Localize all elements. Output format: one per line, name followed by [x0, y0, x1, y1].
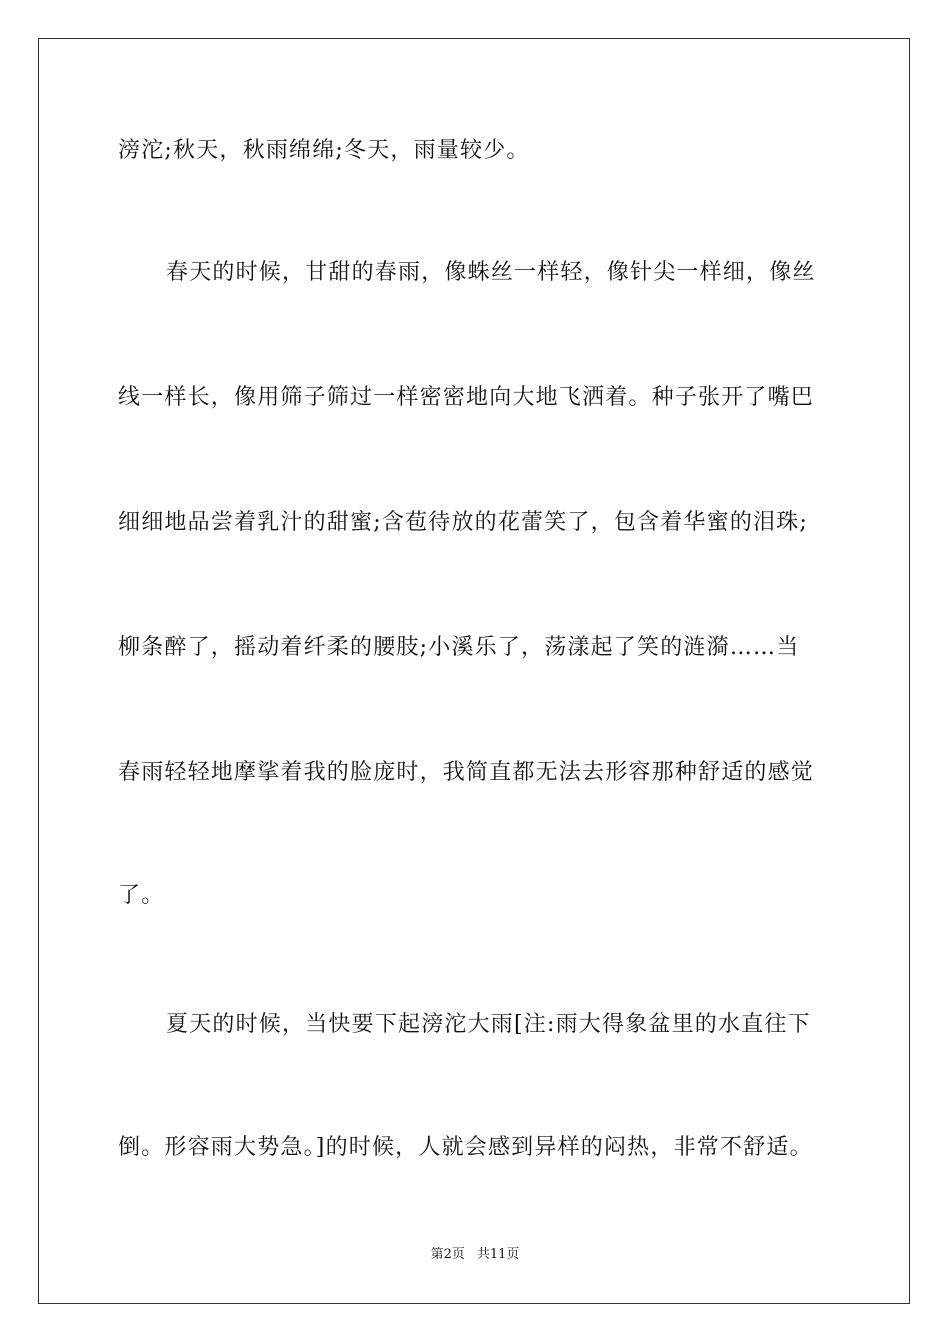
- page-total: 共11页: [476, 1247, 520, 1262]
- text-line-9: 倒。形容雨大势急。]的时候，人就会感到异样的闷热，非常不舒适。: [118, 1135, 813, 1160]
- page-footer: [0, 1246, 950, 1264]
- text-line-4: 细细地品尝着乳汁的甜蜜;含苞待放的花蕾笑了，包含着华蜜的泪珠;: [118, 510, 809, 535]
- text-line-1: 滂沱;秋天，秋雨绵绵;冬天，雨量较少。: [118, 138, 530, 163]
- page-number: 第2页: [430, 1247, 465, 1262]
- text-line-3: 线一样长，像用筛子筛过一样密密地向大地飞洒着。种子张开了嘴巴: [118, 385, 815, 410]
- text-line-8: 夏天的时候，当快要下起滂沱大雨[注:雨大得象盆里的水直往下: [166, 1012, 811, 1037]
- text-line-7: 了。: [118, 883, 165, 908]
- text-line-2: 春天的时候，甘甜的春雨，像蛛丝一样轻，像针尖一样细，像丝: [166, 260, 816, 285]
- text-line-6: 春雨轻轻地摩挲着我的脸庞时，我简直都无法去形容那种舒适的感觉: [118, 760, 815, 785]
- text-line-5: 柳条醉了，摇动着纤柔的腰肢;小溪乐了，荡漾起了笑的涟漪……当: [118, 635, 800, 660]
- page-border: [38, 38, 910, 1304]
